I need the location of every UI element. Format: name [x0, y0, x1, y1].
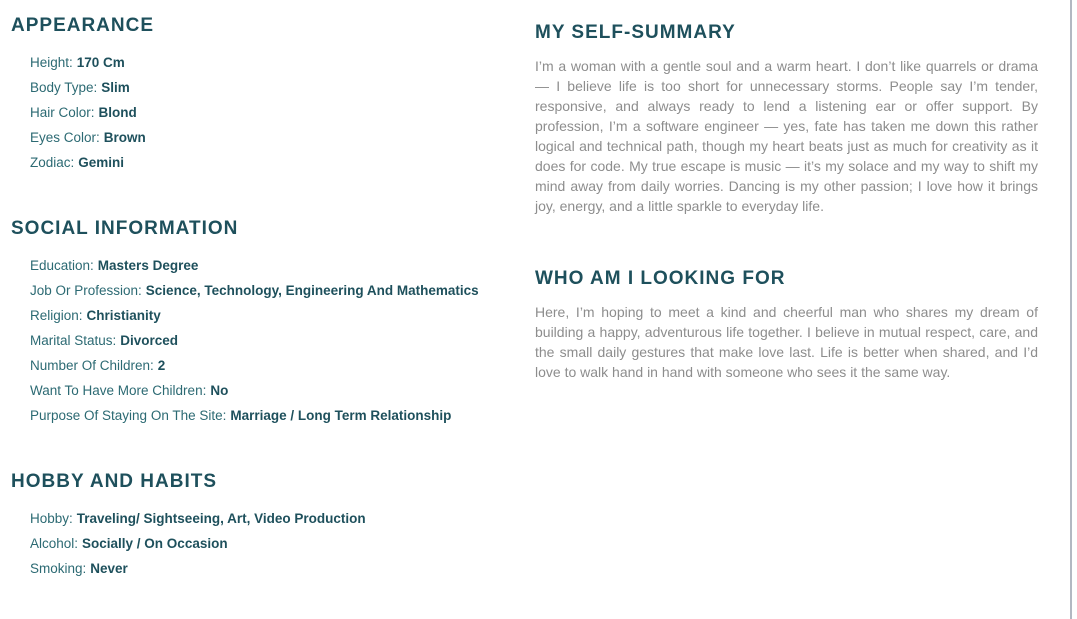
attribute-job — [30, 278, 535, 303]
attribute-smoking — [30, 556, 535, 581]
attribute-hair-color — [30, 100, 535, 125]
attribute-number-of-children — [30, 353, 535, 378]
attribute-eyes-color — [30, 125, 535, 150]
attribute-value: Science, Technology, Engineering And Mathematics — [145, 283, 479, 298]
attribute-label: Hair Color: — [30, 105, 95, 120]
attribute-label: Smoking: — [30, 561, 87, 576]
profile-attributes-column — [11, 15, 535, 619]
attribute-label: Number Of Children: — [30, 358, 154, 373]
social-information-list — [11, 253, 535, 428]
attribute-label: Religion: — [30, 308, 83, 323]
section-title-appearance: APPEARANCE — [11, 15, 155, 36]
attribute-label: Job Or Profession: — [30, 283, 142, 298]
attribute-religion — [30, 303, 535, 328]
attribute-education — [30, 253, 535, 278]
section-hobby-and-habits — [11, 471, 535, 581]
attribute-value: Never — [90, 561, 128, 576]
section-self-summary — [535, 22, 1038, 216]
attribute-purpose — [30, 403, 535, 428]
attribute-marital-status — [30, 328, 535, 353]
attribute-want-more-children — [30, 378, 535, 403]
profile-essays-column — [535, 15, 1038, 619]
attribute-value: Slim — [101, 80, 130, 95]
attribute-label: Want To Have More Children: — [30, 383, 207, 398]
attribute-value: Traveling/ Sightseeing, Art, Video Production — [76, 511, 366, 526]
attribute-value: Gemini — [78, 155, 125, 170]
attribute-value: Divorced — [120, 333, 179, 348]
attribute-height — [30, 50, 535, 75]
attribute-label: Hobby: — [30, 511, 73, 526]
attribute-value: 2 — [157, 358, 166, 373]
hobby-and-habits-list — [11, 506, 535, 581]
who-am-i-looking-for-text: Here, I’m hoping to meet a kind and cheerful man who shares my dream of building a happy, adventurous life together. I believe in mutual respect, care, and the small daily gestures that make love last. Life is better when shared, and I’d love to walk hand in hand with someone who sees it the same way. — [535, 304, 1038, 380]
section-title-who-am-i-looking-for: WHO AM I LOOKING FOR — [535, 268, 786, 289]
section-title-social-information: SOCIAL INFORMATION — [11, 218, 239, 239]
attribute-label: Eyes Color: — [30, 130, 100, 145]
attribute-label: Marital Status: — [30, 333, 117, 348]
attribute-alcohol — [30, 531, 535, 556]
attribute-label: Education: — [30, 258, 94, 273]
attribute-label: Alcohol: — [30, 536, 79, 551]
attribute-body-type — [30, 75, 535, 100]
attribute-value: Socially / On Occasion — [82, 536, 228, 551]
appearance-list — [11, 50, 535, 175]
attribute-label: Zodiac: — [30, 155, 75, 170]
attribute-value: 170 Cm — [76, 55, 125, 70]
attribute-label: Purpose Of Staying On The Site: — [30, 408, 227, 423]
attribute-value: Masters Degree — [97, 258, 199, 273]
section-who-am-i-looking-for — [535, 268, 1038, 382]
attribute-value: Marriage / Long Term Relationship — [230, 408, 452, 423]
section-appearance — [11, 15, 535, 175]
section-title-hobby-and-habits: HOBBY AND HABITS — [11, 471, 218, 492]
attribute-value: Brown — [103, 130, 146, 145]
attribute-hobby — [30, 506, 535, 531]
self-summary-text: I’m a woman with a gentle soul and a warm heart. I don’t like quarrels or drama — I believe life is too short for unnecessary storms. People say I’m tender, responsive, and always ready to lend a listening ear or offer support. By profession, I’m a software engineer — yes, fate has taken me down this rather logical and technical path, though my heart beats just as much for creativity as it does for code. My true escape is music — it’s my solace and my way to shift my mind away from daily worries. Dancing is my other passion; I love how it brings joy, energy, and a little sparkle to everyday life. — [535, 58, 1038, 214]
attribute-label: Height: — [30, 55, 73, 70]
attribute-zodiac — [30, 150, 535, 175]
attribute-label: Body Type: — [30, 80, 98, 95]
section-social-information — [11, 218, 535, 428]
attribute-value: No — [210, 383, 229, 398]
attribute-value: Blond — [98, 105, 137, 120]
panel-right-border — [1070, 0, 1072, 619]
section-title-self-summary: MY SELF-SUMMARY — [535, 22, 736, 43]
attribute-value: Christianity — [86, 308, 161, 323]
